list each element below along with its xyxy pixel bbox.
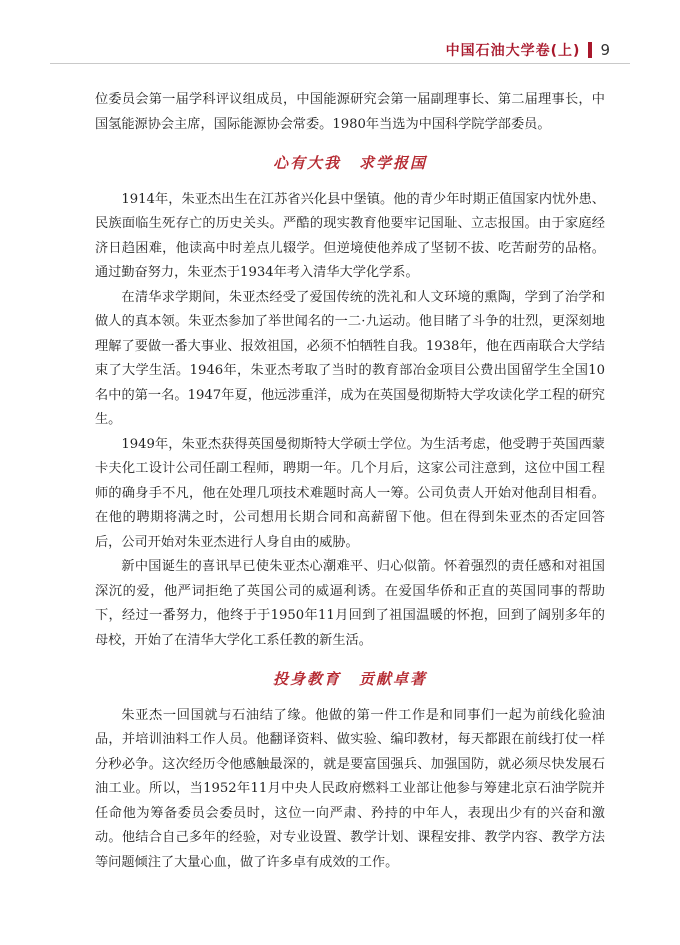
paragraph: 1914年，朱亚杰出生在江苏省兴化县中堡镇。他的青少年时期正值国家内忧外患、民族面临生死存亡的历史关头。严酷的现实教育他要牢记国耻、立志报国。由于家庭经济日趋困难，他读高中时差点儿辍学。但逆境使他养成了坚韧不拔、吃苦耐劳的品格。通过勤奋努力，朱亚杰于1934年考入清华大学化学系。 <box>95 191 605 280</box>
paragraph: 朱亚杰一回国就与石油结了缘。他做的第一件工作是和同事们一起为前线化验油品，并培训油料工作人员。他翻译资料、做实验、编印教材，每天都跟在前线打仗一样分秒必争。这次经历令他感触最深的，就是要富国强兵、加强国防，就必须尽快发展石油工业。所以，当1952年11月中央人民政府燃料工业部让他参与筹建北京石油学院并任命他为筹备委员会委员时，这位一向严肃、矜持的中年人，表现出少有的兴奋和激动。他结合自己多年的经验，对专业设置、教学计划、课程安排、教学内容、教学方法等问题倾注了大量心血，做了许多卓有成效的工作。 <box>95 707 605 870</box>
page-number: 9 <box>600 41 610 59</box>
paragraph: 1949年，朱亚杰获得英国曼彻斯特大学硕士学位。为生活考虑，他受聘于英国西蒙卡夫化工设计公司任副工程师，聘期一年。几个月后，这家公司注意到，这位中国工程师的确身手不凡，他在处理几项技术难题时高人一筹。公司负责人开始对他刮目相看。在他的聘期将满之时，公司想用长期合同和高薪留下他。但在得到朱亚杰的否定回答后，公司开始对朱亚杰进行人身自由的威胁。 <box>95 436 605 550</box>
book-title: 中国石油大学卷(上) <box>445 43 581 59</box>
section-heading-1-left: 心有大我 <box>272 154 341 172</box>
intro-paragraph: 位委员会第一届学科评议组成员，中国能源研究会第一届副理事长、第二届理事长，中国氢能源协会主席，国际能源协会常委。1980年当选为中国科学院学部委员。 <box>95 92 605 132</box>
section-heading-1-right: 求学报国 <box>359 154 428 172</box>
paragraph: 在清华求学期间，朱亚杰经受了爱国传统的洗礼和人文环境的熏陶，学到了治学和做人的真本领。朱亚杰参加了举世闻名的一二·九运动。他目睹了斗争的壮烈，更深刻地理解了要做一番大事业、报效祖国，必须不怕牺牲自我。1938年，他在西南联合大学结束了大学生活。1946年，朱亚杰考取了当时的教育部冶金项目公费出国留学生全国10名中的第一名。1947年夏，他远涉重洋，成为在英国曼彻斯特大学攻读化学工程的研究生。 <box>95 289 605 427</box>
section-heading-2-left: 投身教育 <box>272 670 341 688</box>
header-rule <box>50 63 630 64</box>
section-heading-1 <box>95 151 605 176</box>
paragraph: 新中国诞生的喜讯早已使朱亚杰心潮难平、归心似箭。怀着强烈的责任感和对祖国深沉的爱，他严词拒绝了英国公司的威逼利诱。在爱国华侨和正直的英国同事的帮助下，经过一番努力，他终于于1950年11月回到了祖国温暖的怀抱，回到了阔别多年的母校，开始了在清华大学化工系任教的新生活。 <box>95 559 605 648</box>
page-body <box>95 88 605 875</box>
page-header <box>446 40 610 60</box>
header-divider-bar <box>588 42 592 58</box>
section-heading-2 <box>95 667 605 692</box>
section-heading-2-right: 贡献卓著 <box>359 670 428 688</box>
